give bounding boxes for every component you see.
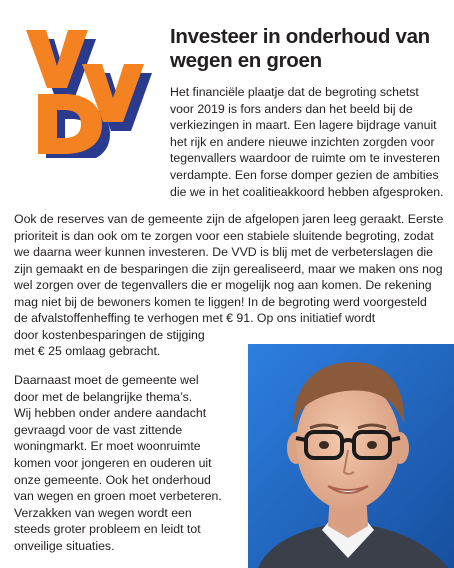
column-line: onveilige situaties. — [14, 538, 115, 553]
body-line: mag niet bij de bewoners komen te liggen! In de begroting werd voorgesteld — [14, 294, 427, 309]
column-paragraph — [14, 372, 239, 555]
body-line: wel zorgen over de tegenvallers die er mogelijk nog aan komen. De rekening — [14, 278, 432, 292]
intro-line: die we in het coalitieakkoord hebben afgesproken. — [170, 184, 444, 199]
intro-line: verdampte. Een forse domper gezien de ambities — [170, 167, 439, 182]
column-line: door met de belangrijke thema’s. — [14, 389, 193, 404]
portrait-illustration — [248, 344, 454, 568]
column-line: woningmarkt. Er moet woonruimte — [14, 439, 201, 454]
column-line: steeds groter probleem en leidt tot — [14, 522, 201, 537]
vvd-logo — [22, 26, 158, 158]
intro-line: Het financiële plaatje dat de begroting schetst — [170, 85, 419, 99]
column-line: Verzakken van wegen wordt een — [14, 505, 192, 520]
column-line: van wegen en groen moet verbeteren. — [14, 489, 222, 504]
right-eye — [367, 441, 377, 449]
column-line: gevraagd voor de vast zittende — [14, 422, 183, 437]
portrait-photo — [248, 344, 454, 568]
article-title-line: wegen en groen — [170, 49, 322, 72]
intro-line: tegenvallers waardoor de ruimte om te investeren — [170, 151, 440, 166]
body-line: prioriteit is dan ook om te zorgen voor een stabiele sluitende begroting, zodat — [14, 228, 434, 243]
column-line: onze gemeente. Ook het onderhoud — [14, 472, 211, 487]
body-line: de afvalstoffenheffing te verhogen met € 91. Op ons initiatief wordt — [14, 311, 376, 325]
column-line: komen voor jongeren en ouderen uit — [14, 455, 212, 470]
article-title-line: Investeer in onderhoud van — [170, 25, 430, 48]
intro-line: het rijk en andere nieuwe inzichten zorgden voor — [170, 134, 435, 149]
body-line: door kostenbesparingen de stijging — [14, 327, 205, 342]
column-line: Wij hebben onder andere aandacht — [14, 406, 207, 421]
column-line: Daarnaast moet de gemeente wel — [14, 373, 199, 387]
body-line: zijn gemaakt en de besparingen die zijn gerealiseerd, maar we maken ons nog — [14, 261, 443, 276]
left-eye — [319, 441, 329, 449]
body-line: Ook de reserves van de gemeente zijn de afgelopen jaren leeg geraakt. Eerste — [14, 212, 444, 226]
intro-line: voor 2019 is fors anders dan het beeld bij de — [170, 101, 413, 116]
intro-line: verkiezingen in maart. Een lagere bijdrage vanuit — [170, 118, 437, 133]
intro-paragraph — [170, 84, 454, 200]
body-paragraph — [14, 211, 454, 360]
body-line: we daarna weer kunnen investeren. De VVD is blij met de verbeterslagen die — [14, 245, 434, 259]
body-line: met € 25 omlaag gebracht. — [14, 344, 161, 358]
article-title — [170, 25, 450, 73]
